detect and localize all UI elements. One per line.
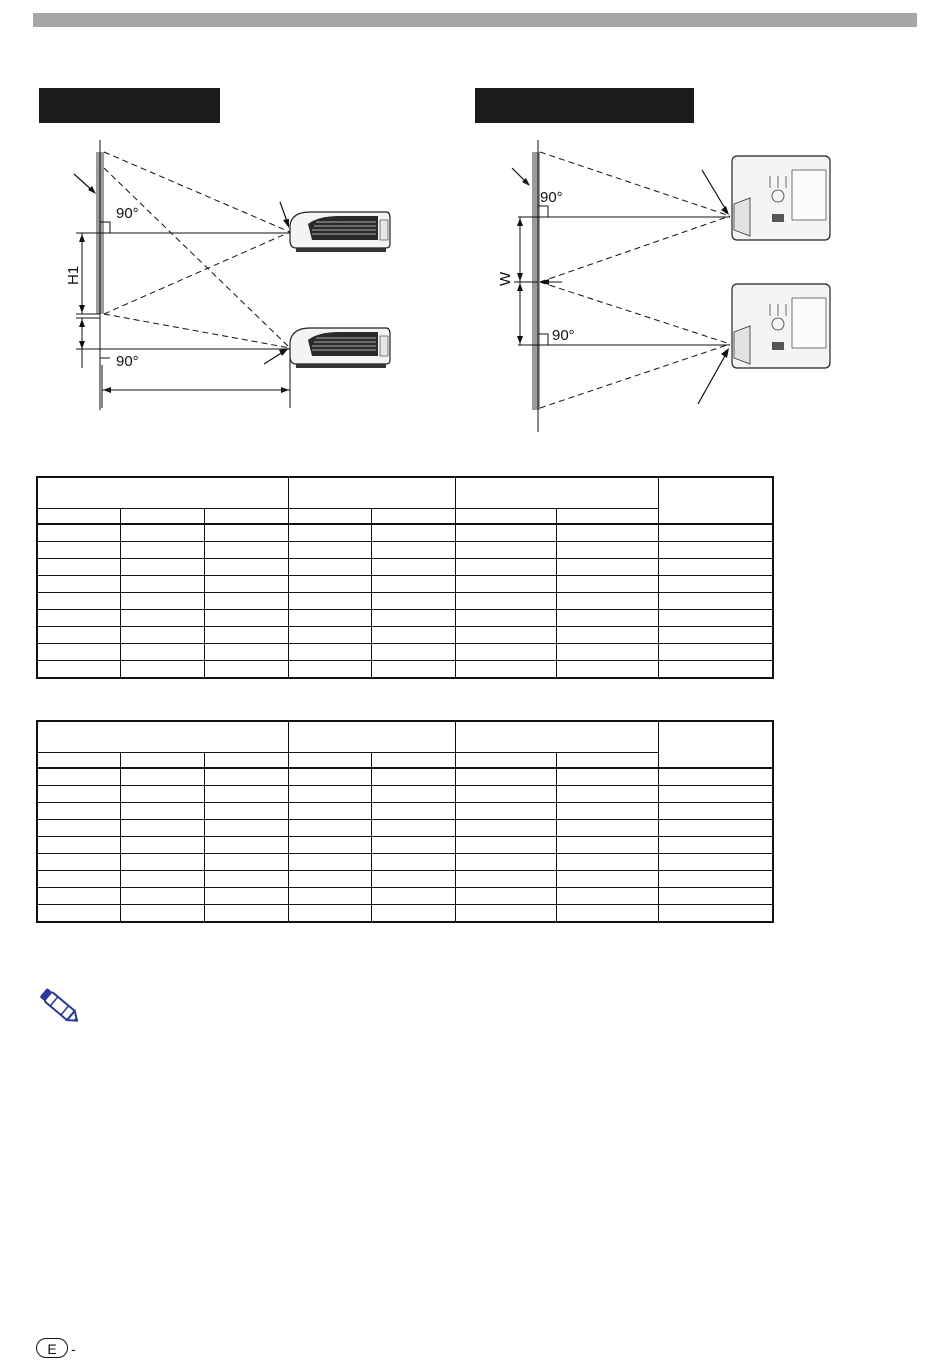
angle-label-bottom: 90° [116, 353, 139, 370]
section-label-right [475, 88, 694, 123]
w-label: W [497, 271, 514, 286]
projector-side-icon [290, 328, 390, 368]
pencil-note-icon [34, 985, 82, 1027]
page-footer [36, 1338, 76, 1359]
right-projection-diagram [490, 140, 840, 432]
page-number: - [71, 1341, 76, 1357]
projector-top-icon [732, 156, 830, 240]
language-badge: E [36, 1338, 68, 1358]
h1-label: H1 [65, 265, 82, 285]
projector-top-icon [732, 284, 830, 368]
projector-side-icon [290, 212, 390, 252]
spec-table-1 [36, 476, 774, 679]
screen [532, 152, 540, 410]
spec-table-2 [36, 720, 774, 923]
angle-label-bottom: 90° [552, 327, 575, 344]
header-bar [33, 13, 917, 27]
left-projection-diagram [40, 140, 410, 410]
angle-label-top: 90° [116, 205, 139, 222]
angle-label-top: 90° [540, 189, 563, 206]
section-label-left [39, 88, 220, 123]
